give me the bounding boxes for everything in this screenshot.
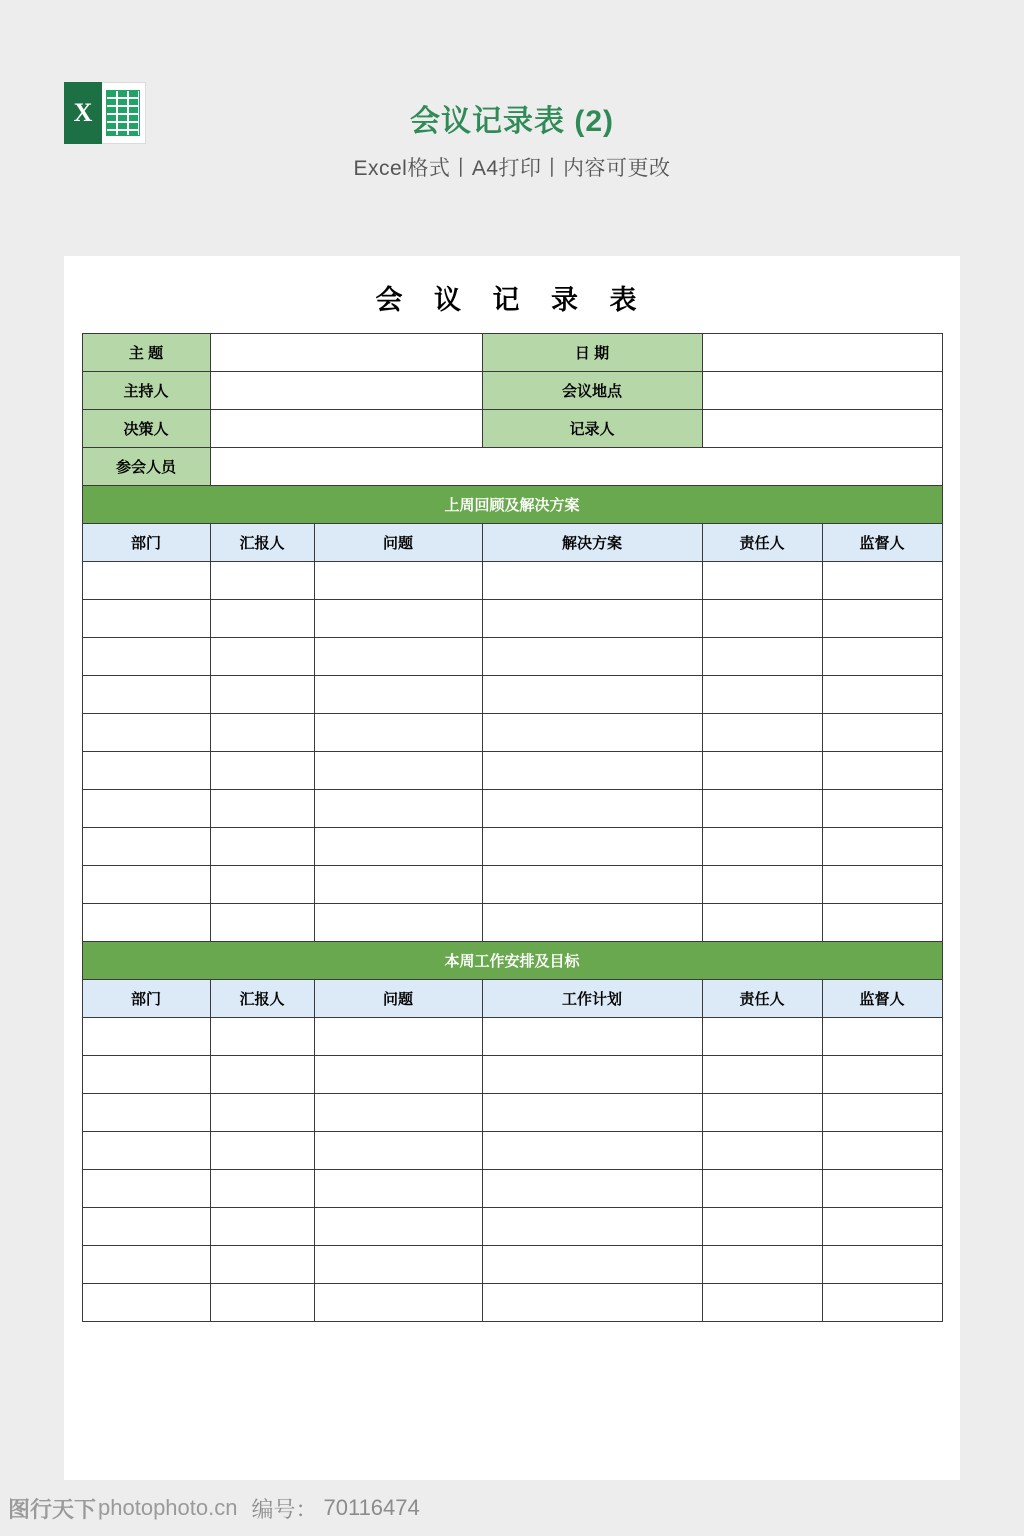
table-row bbox=[82, 524, 942, 562]
table-cell[interactable] bbox=[314, 828, 482, 866]
section-header-review: 上周回顾及解决方案 bbox=[82, 486, 942, 524]
table-row bbox=[82, 752, 942, 790]
table-cell[interactable] bbox=[314, 752, 482, 790]
table-cell[interactable] bbox=[82, 714, 210, 752]
table-cell[interactable] bbox=[314, 714, 482, 752]
column-header-supervisor-2: 监督人 bbox=[822, 980, 942, 1018]
table-cell[interactable] bbox=[482, 1094, 702, 1132]
table-cell[interactable] bbox=[702, 638, 822, 676]
table-cell[interactable] bbox=[82, 562, 210, 600]
table-cell[interactable] bbox=[482, 790, 702, 828]
table-cell[interactable] bbox=[210, 1284, 314, 1322]
table-cell[interactable] bbox=[482, 714, 702, 752]
table-cell[interactable] bbox=[314, 676, 482, 714]
table-cell[interactable] bbox=[82, 638, 210, 676]
table-cell[interactable] bbox=[822, 714, 942, 752]
table-cell[interactable] bbox=[482, 676, 702, 714]
table-row bbox=[82, 334, 942, 372]
field-label-subject: 主 题 bbox=[82, 334, 210, 372]
column-header-owner: 责任人 bbox=[702, 524, 822, 562]
table-cell[interactable] bbox=[822, 790, 942, 828]
column-header-reporter: 汇报人 bbox=[210, 524, 314, 562]
table-cell[interactable] bbox=[82, 1170, 210, 1208]
table-row bbox=[82, 1056, 942, 1094]
table-cell[interactable] bbox=[482, 1246, 702, 1284]
table-cell[interactable] bbox=[210, 866, 314, 904]
table-row bbox=[82, 638, 942, 676]
page-subtitle: Excel格式丨A4打印丨内容可更改 bbox=[353, 157, 671, 180]
table-cell[interactable] bbox=[82, 1018, 210, 1056]
table-row bbox=[82, 1170, 942, 1208]
field-value-recorder[interactable] bbox=[702, 410, 942, 448]
table-cell[interactable] bbox=[210, 790, 314, 828]
table-cell[interactable] bbox=[210, 828, 314, 866]
table-cell[interactable] bbox=[210, 1170, 314, 1208]
field-value-host[interactable] bbox=[210, 372, 482, 410]
table-cell[interactable] bbox=[822, 1094, 942, 1132]
table-cell[interactable] bbox=[82, 600, 210, 638]
table-row bbox=[82, 448, 942, 486]
table-row bbox=[82, 486, 942, 524]
table-cell[interactable] bbox=[702, 828, 822, 866]
table-row bbox=[82, 600, 942, 638]
table-cell[interactable] bbox=[822, 752, 942, 790]
table-cell[interactable] bbox=[702, 1284, 822, 1322]
table-cell[interactable] bbox=[82, 904, 210, 942]
table-row bbox=[82, 1246, 942, 1284]
table-cell[interactable] bbox=[822, 1246, 942, 1284]
table-cell[interactable] bbox=[82, 866, 210, 904]
column-header-supervisor: 监督人 bbox=[822, 524, 942, 562]
table-cell[interactable] bbox=[82, 752, 210, 790]
table-cell[interactable] bbox=[314, 1284, 482, 1322]
table-cell[interactable] bbox=[822, 904, 942, 942]
table-cell[interactable] bbox=[702, 1208, 822, 1246]
table-cell[interactable] bbox=[314, 904, 482, 942]
table-row bbox=[82, 790, 942, 828]
table-cell[interactable] bbox=[482, 1284, 702, 1322]
column-header-workplan: 工作计划 bbox=[482, 980, 702, 1018]
table-cell[interactable] bbox=[702, 1056, 822, 1094]
table-cell[interactable] bbox=[822, 1056, 942, 1094]
table-cell[interactable] bbox=[210, 638, 314, 676]
table-cell[interactable] bbox=[482, 638, 702, 676]
table-cell[interactable] bbox=[702, 562, 822, 600]
table-cell[interactable] bbox=[702, 752, 822, 790]
table-cell[interactable] bbox=[702, 676, 822, 714]
table-row bbox=[82, 942, 942, 980]
watermark-footer bbox=[0, 1480, 1024, 1536]
column-header-reporter-2: 汇报人 bbox=[210, 980, 314, 1018]
spreadsheet-preview bbox=[64, 256, 960, 1480]
table-cell[interactable] bbox=[82, 828, 210, 866]
table-cell[interactable] bbox=[822, 828, 942, 866]
table-cell[interactable] bbox=[82, 1094, 210, 1132]
table-cell[interactable] bbox=[210, 1208, 314, 1246]
field-value-attendees[interactable] bbox=[210, 448, 942, 486]
field-label-host: 主持人 bbox=[82, 372, 210, 410]
table-cell[interactable] bbox=[702, 904, 822, 942]
table-row bbox=[82, 980, 942, 1018]
field-label-recorder: 记录人 bbox=[482, 410, 702, 448]
table-cell[interactable] bbox=[210, 562, 314, 600]
table-cell[interactable] bbox=[822, 866, 942, 904]
table-cell[interactable] bbox=[482, 562, 702, 600]
table-row bbox=[82, 866, 942, 904]
field-label-location: 会议地点 bbox=[482, 372, 702, 410]
table-cell[interactable] bbox=[210, 600, 314, 638]
column-header-department-2: 部门 bbox=[82, 980, 210, 1018]
table-cell[interactable] bbox=[314, 1208, 482, 1246]
field-label-decider: 决策人 bbox=[82, 410, 210, 448]
table-cell[interactable] bbox=[482, 1018, 702, 1056]
table-cell[interactable] bbox=[702, 790, 822, 828]
watermark-id-label: 编号： bbox=[251, 1496, 318, 1522]
column-header-solution: 解决方案 bbox=[482, 524, 702, 562]
table-cell[interactable] bbox=[210, 1056, 314, 1094]
table-cell[interactable] bbox=[702, 1094, 822, 1132]
table-row bbox=[82, 1208, 942, 1246]
table-cell[interactable] bbox=[482, 828, 702, 866]
field-value-date[interactable] bbox=[702, 334, 942, 372]
table-cell[interactable] bbox=[314, 1018, 482, 1056]
field-label-attendees: 参会人员 bbox=[82, 448, 210, 486]
section-header-plan: 本周工作安排及目标 bbox=[82, 942, 942, 980]
column-header-department: 部门 bbox=[82, 524, 210, 562]
table-row bbox=[82, 562, 942, 600]
table-row bbox=[82, 676, 942, 714]
table-cell[interactable] bbox=[702, 1246, 822, 1284]
table-cell[interactable] bbox=[702, 600, 822, 638]
preview-header bbox=[0, 0, 1024, 256]
table-cell[interactable] bbox=[822, 638, 942, 676]
table-cell[interactable] bbox=[210, 1246, 314, 1284]
column-header-owner-2: 责任人 bbox=[702, 980, 822, 1018]
table-cell[interactable] bbox=[210, 1094, 314, 1132]
table-cell[interactable] bbox=[210, 904, 314, 942]
table-cell[interactable] bbox=[314, 1094, 482, 1132]
table-cell[interactable] bbox=[82, 1132, 210, 1170]
field-label-date: 日 期 bbox=[482, 334, 702, 372]
table-cell[interactable] bbox=[314, 600, 482, 638]
table-cell[interactable] bbox=[482, 1132, 702, 1170]
table-cell[interactable] bbox=[82, 1056, 210, 1094]
table-cell[interactable] bbox=[702, 714, 822, 752]
table-cell[interactable] bbox=[210, 676, 314, 714]
table-cell[interactable] bbox=[822, 1170, 942, 1208]
watermark-site: photophoto.cn bbox=[98, 1495, 238, 1520]
table-cell[interactable] bbox=[314, 866, 482, 904]
table-cell[interactable] bbox=[702, 866, 822, 904]
table-cell[interactable] bbox=[210, 752, 314, 790]
table-cell[interactable] bbox=[482, 1170, 702, 1208]
table-cell[interactable] bbox=[482, 904, 702, 942]
table-cell[interactable] bbox=[314, 790, 482, 828]
table-cell[interactable] bbox=[482, 866, 702, 904]
table-row bbox=[82, 1018, 942, 1056]
table-cell[interactable] bbox=[210, 714, 314, 752]
table-cell[interactable] bbox=[482, 1208, 702, 1246]
table-row bbox=[82, 1132, 942, 1170]
page-title: 会议记录表 (2) bbox=[410, 105, 614, 138]
table-cell[interactable] bbox=[822, 562, 942, 600]
table-row bbox=[82, 1284, 942, 1322]
table-cell[interactable] bbox=[82, 1208, 210, 1246]
table-cell[interactable] bbox=[822, 600, 942, 638]
field-value-subject[interactable] bbox=[210, 334, 482, 372]
table-cell[interactable] bbox=[314, 638, 482, 676]
table-cell[interactable] bbox=[702, 1132, 822, 1170]
table-cell[interactable] bbox=[822, 1208, 942, 1246]
table-row bbox=[82, 828, 942, 866]
meeting-record-table bbox=[82, 333, 943, 1322]
table-cell[interactable] bbox=[314, 1246, 482, 1284]
table-cell[interactable] bbox=[82, 676, 210, 714]
table-cell[interactable] bbox=[314, 1132, 482, 1170]
excel-icon-letter: X bbox=[64, 82, 102, 144]
table-row bbox=[82, 714, 942, 752]
field-value-decider[interactable] bbox=[210, 410, 482, 448]
table-cell[interactable] bbox=[82, 1246, 210, 1284]
table-cell[interactable] bbox=[702, 1018, 822, 1056]
sheet-title: 会 议 记 录 表 bbox=[375, 285, 649, 315]
table-cell[interactable] bbox=[210, 1132, 314, 1170]
field-value-location[interactable] bbox=[702, 372, 942, 410]
table-cell[interactable] bbox=[314, 1056, 482, 1094]
table-cell[interactable] bbox=[702, 1170, 822, 1208]
table-cell[interactable] bbox=[314, 562, 482, 600]
table-cell[interactable] bbox=[482, 600, 702, 638]
column-header-issue-2: 问题 bbox=[314, 980, 482, 1018]
table-cell[interactable] bbox=[482, 1056, 702, 1094]
table-cell[interactable] bbox=[82, 790, 210, 828]
table-cell[interactable] bbox=[822, 676, 942, 714]
watermark-brand: 图行天下 bbox=[8, 1496, 97, 1522]
watermark-id-value: 70116474 bbox=[323, 1495, 420, 1520]
table-cell[interactable] bbox=[82, 1284, 210, 1322]
table-row bbox=[82, 904, 942, 942]
table-cell[interactable] bbox=[482, 752, 702, 790]
table-cell[interactable] bbox=[822, 1132, 942, 1170]
table-row bbox=[82, 372, 942, 410]
table-cell[interactable] bbox=[314, 1170, 482, 1208]
table-cell[interactable] bbox=[210, 1018, 314, 1056]
column-header-issue: 问题 bbox=[314, 524, 482, 562]
table-cell[interactable] bbox=[822, 1018, 942, 1056]
table-row bbox=[82, 410, 942, 448]
table-row bbox=[82, 1094, 942, 1132]
table-cell[interactable] bbox=[822, 1284, 942, 1322]
